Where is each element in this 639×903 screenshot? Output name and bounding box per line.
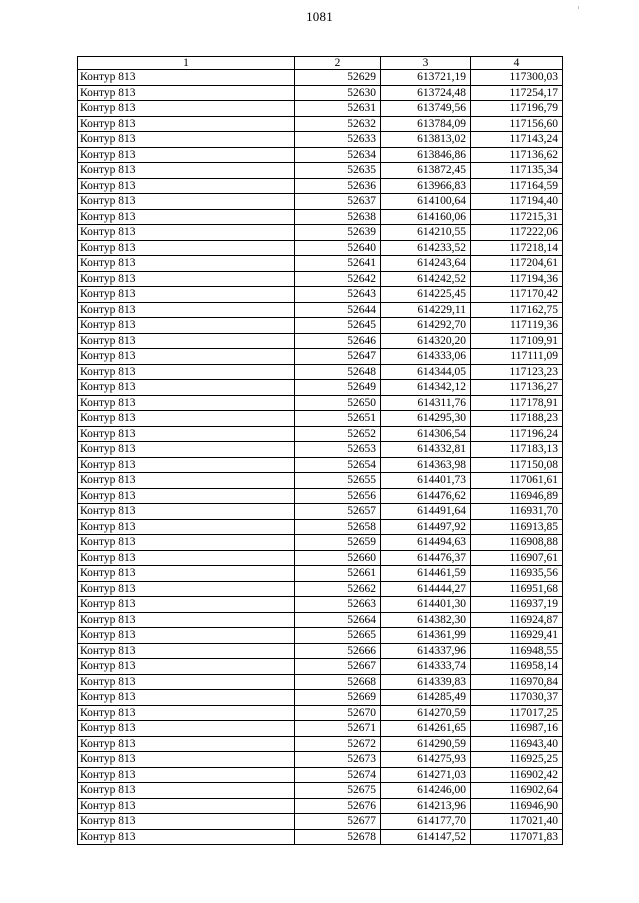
- contour-name-cell: Контур 813: [78, 287, 295, 303]
- point-number-cell: 52669: [295, 690, 381, 706]
- point-number-cell: 52652: [295, 426, 381, 442]
- coordinate-x-cell: 613813,02: [381, 132, 471, 148]
- contour-name-cell: Контур 813: [78, 736, 295, 752]
- coordinate-x-cell: 613784,09: [381, 116, 471, 132]
- point-number-cell: 52653: [295, 442, 381, 458]
- coordinate-y-cell: 117109,91: [471, 333, 563, 349]
- coordinate-y-cell: 117143,24: [471, 132, 563, 148]
- table-row: [78, 488, 563, 504]
- coordinate-y-cell: 117156,60: [471, 116, 563, 132]
- contour-name-cell: Контур 813: [78, 519, 295, 535]
- point-number-cell: 52649: [295, 380, 381, 396]
- table-row: [78, 705, 563, 721]
- coordinate-y-cell: 117119,36: [471, 318, 563, 334]
- point-number-cell: 52659: [295, 535, 381, 551]
- coordinate-x-cell: 614497,92: [381, 519, 471, 535]
- table-row: [78, 380, 563, 396]
- contour-name-cell: Контур 813: [78, 752, 295, 768]
- point-number-cell: 52654: [295, 457, 381, 473]
- contour-name-cell: Контур 813: [78, 488, 295, 504]
- coordinate-y-cell: 116924,87: [471, 612, 563, 628]
- contour-name-cell: Контур 813: [78, 767, 295, 783]
- coordinate-y-cell: 117188,23: [471, 411, 563, 427]
- coordinate-x-cell: 614147,52: [381, 829, 471, 845]
- point-number-cell: 52651: [295, 411, 381, 427]
- coordinate-y-cell: 117162,75: [471, 302, 563, 318]
- coordinate-x-cell: 614233,52: [381, 240, 471, 256]
- point-number-cell: 52638: [295, 209, 381, 225]
- table-row: [78, 442, 563, 458]
- column-header-2: 2: [295, 57, 381, 70]
- coordinate-x-cell: 614177,70: [381, 814, 471, 830]
- point-number-cell: 52668: [295, 674, 381, 690]
- table-row: [78, 411, 563, 427]
- coordinate-x-cell: 614494,63: [381, 535, 471, 551]
- coordinate-y-cell: 117254,17: [471, 85, 563, 101]
- point-number-cell: 52662: [295, 581, 381, 597]
- coordinate-y-cell: 116946,90: [471, 798, 563, 814]
- table-row: [78, 550, 563, 566]
- contour-name-cell: Контур 813: [78, 240, 295, 256]
- contour-name-cell: Контур 813: [78, 163, 295, 179]
- table-row: [78, 271, 563, 287]
- coordinate-x-cell: 614333,74: [381, 659, 471, 675]
- contour-name-cell: Контур 813: [78, 659, 295, 675]
- coordinate-y-cell: 116902,42: [471, 767, 563, 783]
- coordinate-y-cell: 117071,83: [471, 829, 563, 845]
- column-header-1: 1: [78, 57, 295, 70]
- coordinate-y-cell: 117021,40: [471, 814, 563, 830]
- coordinate-x-cell: 614285,49: [381, 690, 471, 706]
- contour-name-cell: Контур 813: [78, 705, 295, 721]
- coordinate-x-cell: 613721,19: [381, 70, 471, 86]
- point-number-cell: 52642: [295, 271, 381, 287]
- coordinate-y-cell: 117215,31: [471, 209, 563, 225]
- contour-name-cell: Контур 813: [78, 457, 295, 473]
- coordinate-x-cell: 614337,96: [381, 643, 471, 659]
- contour-name-cell: Контур 813: [78, 550, 295, 566]
- table-row: [78, 85, 563, 101]
- coordinate-x-cell: 614401,30: [381, 597, 471, 613]
- contour-name-cell: Контур 813: [78, 473, 295, 489]
- table-row: [78, 783, 563, 799]
- coordinate-y-cell: 116943,40: [471, 736, 563, 752]
- point-number-cell: 52641: [295, 256, 381, 272]
- contour-name-cell: Контур 813: [78, 364, 295, 380]
- contour-name-cell: Контур 813: [78, 256, 295, 272]
- coordinate-y-cell: 117136,62: [471, 147, 563, 163]
- contour-name-cell: Контур 813: [78, 194, 295, 210]
- point-number-cell: 52650: [295, 395, 381, 411]
- coordinate-y-cell: 116937,19: [471, 597, 563, 613]
- coordinate-y-cell: 117111,09: [471, 349, 563, 365]
- table-body: [78, 70, 563, 845]
- coordinate-x-cell: 613966,83: [381, 178, 471, 194]
- coordinate-x-cell: 614311,76: [381, 395, 471, 411]
- coordinate-y-cell: 117017,25: [471, 705, 563, 721]
- table-row: [78, 225, 563, 241]
- coordinate-x-cell: 614270,59: [381, 705, 471, 721]
- coordinate-x-cell: 613846,86: [381, 147, 471, 163]
- point-number-cell: 52671: [295, 721, 381, 737]
- point-number-cell: 52658: [295, 519, 381, 535]
- point-number-cell: 52667: [295, 659, 381, 675]
- contour-name-cell: Контур 813: [78, 581, 295, 597]
- coordinate-y-cell: 117030,37: [471, 690, 563, 706]
- coordinate-x-cell: 614339,83: [381, 674, 471, 690]
- contour-name-cell: Контур 813: [78, 380, 295, 396]
- contour-name-cell: Контур 813: [78, 814, 295, 830]
- point-number-cell: 52677: [295, 814, 381, 830]
- contour-name-cell: Контур 813: [78, 442, 295, 458]
- table-row: [78, 178, 563, 194]
- coordinate-x-cell: 613749,56: [381, 101, 471, 117]
- contour-name-cell: Контур 813: [78, 333, 295, 349]
- coordinate-y-cell: 116987,16: [471, 721, 563, 737]
- table-row: [78, 318, 563, 334]
- contour-name-cell: Контур 813: [78, 829, 295, 845]
- point-number-cell: 52666: [295, 643, 381, 659]
- coordinate-x-cell: 614444,27: [381, 581, 471, 597]
- coordinate-y-cell: 117136,27: [471, 380, 563, 396]
- table-row: [78, 426, 563, 442]
- contour-name-cell: Контур 813: [78, 504, 295, 520]
- table-row: [78, 240, 563, 256]
- table-row: [78, 364, 563, 380]
- point-number-cell: 52630: [295, 85, 381, 101]
- table-row: [78, 612, 563, 628]
- coordinate-y-cell: 117194,40: [471, 194, 563, 210]
- point-number-cell: 52629: [295, 70, 381, 86]
- column-header-4: 4: [471, 57, 563, 70]
- table-row: [78, 457, 563, 473]
- contour-name-cell: Контур 813: [78, 70, 295, 86]
- table-row: [78, 566, 563, 582]
- table-row: [78, 194, 563, 210]
- table-row: [78, 116, 563, 132]
- coordinate-x-cell: 614476,37: [381, 550, 471, 566]
- coordinate-y-cell: 117170,42: [471, 287, 563, 303]
- coordinate-y-cell: 116946,89: [471, 488, 563, 504]
- table-row: [78, 535, 563, 551]
- coordinate-y-cell: 116907,61: [471, 550, 563, 566]
- table-row: [78, 504, 563, 520]
- coordinate-y-cell: 117135,34: [471, 163, 563, 179]
- table-row: [78, 829, 563, 845]
- table-row: [78, 349, 563, 365]
- table-row: [78, 70, 563, 86]
- contour-name-cell: Контур 813: [78, 597, 295, 613]
- table-row: [78, 163, 563, 179]
- point-number-cell: 52655: [295, 473, 381, 489]
- contour-name-cell: Контур 813: [78, 783, 295, 799]
- coordinate-y-cell: 116908,88: [471, 535, 563, 551]
- point-number-cell: 52632: [295, 116, 381, 132]
- coordinate-x-cell: 614332,81: [381, 442, 471, 458]
- table-row: [78, 132, 563, 148]
- table-row: [78, 690, 563, 706]
- point-number-cell: 52663: [295, 597, 381, 613]
- table-row: [78, 395, 563, 411]
- contour-name-cell: Контур 813: [78, 798, 295, 814]
- coordinate-y-cell: 116970,84: [471, 674, 563, 690]
- coordinate-y-cell: 117164,59: [471, 178, 563, 194]
- point-number-cell: 52645: [295, 318, 381, 334]
- contour-name-cell: Контур 813: [78, 674, 295, 690]
- point-number-cell: 52674: [295, 767, 381, 783]
- coordinate-x-cell: 614342,12: [381, 380, 471, 396]
- point-number-cell: 52656: [295, 488, 381, 504]
- contour-name-cell: Контур 813: [78, 721, 295, 737]
- contour-name-cell: Контур 813: [78, 147, 295, 163]
- coordinate-x-cell: 614225,45: [381, 287, 471, 303]
- coordinate-x-cell: 614275,93: [381, 752, 471, 768]
- table-row: [78, 752, 563, 768]
- point-number-cell: 52634: [295, 147, 381, 163]
- table-row: [78, 597, 563, 613]
- contour-name-cell: Контур 813: [78, 178, 295, 194]
- coordinate-x-cell: 613872,45: [381, 163, 471, 179]
- coordinate-y-cell: 116948,55: [471, 643, 563, 659]
- point-number-cell: 52660: [295, 550, 381, 566]
- coordinate-x-cell: 614476,62: [381, 488, 471, 504]
- point-number-cell: 52665: [295, 628, 381, 644]
- contour-name-cell: Контур 813: [78, 116, 295, 132]
- coordinate-y-cell: 117123,23: [471, 364, 563, 380]
- contour-name-cell: Контур 813: [78, 302, 295, 318]
- coordinate-x-cell: 614271,03: [381, 767, 471, 783]
- table-row: [78, 674, 563, 690]
- point-number-cell: 52670: [295, 705, 381, 721]
- contour-name-cell: Контур 813: [78, 318, 295, 334]
- contour-name-cell: Контур 813: [78, 349, 295, 365]
- point-number-cell: 52644: [295, 302, 381, 318]
- coordinate-y-cell: 116913,85: [471, 519, 563, 535]
- coordinate-y-cell: 117196,79: [471, 101, 563, 117]
- coordinate-y-cell: 116929,41: [471, 628, 563, 644]
- coordinate-y-cell: 117194,36: [471, 271, 563, 287]
- coordinate-x-cell: 614261,65: [381, 721, 471, 737]
- contour-name-cell: Контур 813: [78, 85, 295, 101]
- coordinate-x-cell: 614491,64: [381, 504, 471, 520]
- coordinate-x-cell: 614333,06: [381, 349, 471, 365]
- coordinate-x-cell: 614213,96: [381, 798, 471, 814]
- point-number-cell: 52635: [295, 163, 381, 179]
- coordinate-x-cell: 614243,64: [381, 256, 471, 272]
- point-number-cell: 52678: [295, 829, 381, 845]
- table-row: [78, 333, 563, 349]
- column-header-3: 3: [381, 57, 471, 70]
- point-number-cell: 52675: [295, 783, 381, 799]
- coordinate-y-cell: 117196,24: [471, 426, 563, 442]
- point-number-cell: 52646: [295, 333, 381, 349]
- coordinate-x-cell: 614290,59: [381, 736, 471, 752]
- point-number-cell: 52664: [295, 612, 381, 628]
- coordinate-y-cell: 117218,14: [471, 240, 563, 256]
- coordinate-x-cell: 613724,48: [381, 85, 471, 101]
- point-number-cell: 52673: [295, 752, 381, 768]
- contour-name-cell: Контур 813: [78, 628, 295, 644]
- table-row: [78, 643, 563, 659]
- coordinate-x-cell: 614160,06: [381, 209, 471, 225]
- contour-name-cell: Контур 813: [78, 209, 295, 225]
- table-row: [78, 302, 563, 318]
- contour-name-cell: Контур 813: [78, 426, 295, 442]
- coordinate-y-cell: 117061,61: [471, 473, 563, 489]
- table-row: [78, 209, 563, 225]
- table-row: [78, 473, 563, 489]
- point-number-cell: 52636: [295, 178, 381, 194]
- page-number: 1081: [306, 9, 333, 24]
- contour-name-cell: Контур 813: [78, 643, 295, 659]
- table-row: [78, 628, 563, 644]
- contour-name-cell: Контур 813: [78, 132, 295, 148]
- coordinate-x-cell: 614401,73: [381, 473, 471, 489]
- coordinate-y-cell: 116902,64: [471, 783, 563, 799]
- point-number-cell: 52631: [295, 101, 381, 117]
- table-row: [78, 798, 563, 814]
- coordinate-x-cell: 614461,59: [381, 566, 471, 582]
- coordinate-y-cell: 116951,68: [471, 581, 563, 597]
- contour-name-cell: Контур 813: [78, 225, 295, 241]
- point-number-cell: 52676: [295, 798, 381, 814]
- coordinate-x-cell: 614210,55: [381, 225, 471, 241]
- coordinate-y-cell: 117204,61: [471, 256, 563, 272]
- contour-name-cell: Контур 813: [78, 612, 295, 628]
- contour-name-cell: Контур 813: [78, 411, 295, 427]
- point-number-cell: 52637: [295, 194, 381, 210]
- contour-name-cell: Контур 813: [78, 690, 295, 706]
- coordinate-y-cell: 117178,91: [471, 395, 563, 411]
- table-row: [78, 101, 563, 117]
- point-number-cell: 52643: [295, 287, 381, 303]
- contour-name-cell: Контур 813: [78, 271, 295, 287]
- contour-name-cell: Контур 813: [78, 535, 295, 551]
- table-row: [78, 581, 563, 597]
- coordinate-y-cell: 117300,03: [471, 70, 563, 86]
- coordinate-x-cell: 614295,30: [381, 411, 471, 427]
- table-row: [78, 659, 563, 675]
- coordinate-x-cell: 614320,20: [381, 333, 471, 349]
- coordinate-x-cell: 614100,64: [381, 194, 471, 210]
- contour-name-cell: Контур 813: [78, 395, 295, 411]
- point-number-cell: 52657: [295, 504, 381, 520]
- point-number-cell: 52639: [295, 225, 381, 241]
- point-number-cell: 52661: [295, 566, 381, 582]
- table-header-row: [78, 57, 563, 70]
- coordinate-y-cell: 117150,08: [471, 457, 563, 473]
- coordinate-x-cell: 614344,05: [381, 364, 471, 380]
- table-row: [78, 767, 563, 783]
- table-row: [78, 814, 563, 830]
- coordinate-y-cell: 116931,70: [471, 504, 563, 520]
- coordinate-y-cell: 117183,13: [471, 442, 563, 458]
- coordinate-y-cell: 116958,14: [471, 659, 563, 675]
- contour-name-cell: Контур 813: [78, 566, 295, 582]
- point-number-cell: 52640: [295, 240, 381, 256]
- table-row: [78, 147, 563, 163]
- coordinates-table: [77, 56, 563, 845]
- point-number-cell: 52648: [295, 364, 381, 380]
- coordinate-x-cell: 614242,52: [381, 271, 471, 287]
- coordinate-x-cell: 614382,30: [381, 612, 471, 628]
- point-number-cell: 52647: [295, 349, 381, 365]
- table-row: [78, 519, 563, 535]
- table-row: [78, 287, 563, 303]
- table-row: [78, 736, 563, 752]
- coordinate-y-cell: 117222,06: [471, 225, 563, 241]
- coordinate-x-cell: 614229,11: [381, 302, 471, 318]
- coordinate-y-cell: 116925,25: [471, 752, 563, 768]
- coordinate-x-cell: 614361,99: [381, 628, 471, 644]
- table-row: [78, 721, 563, 737]
- coordinate-x-cell: 614306,54: [381, 426, 471, 442]
- coordinate-x-cell: 614363,98: [381, 457, 471, 473]
- point-number-cell: 52633: [295, 132, 381, 148]
- coordinate-x-cell: 614246,00: [381, 783, 471, 799]
- contour-name-cell: Контур 813: [78, 101, 295, 117]
- table-row: [78, 256, 563, 272]
- point-number-cell: 52672: [295, 736, 381, 752]
- coordinate-x-cell: 614292,70: [381, 318, 471, 334]
- coordinate-y-cell: 116935,56: [471, 566, 563, 582]
